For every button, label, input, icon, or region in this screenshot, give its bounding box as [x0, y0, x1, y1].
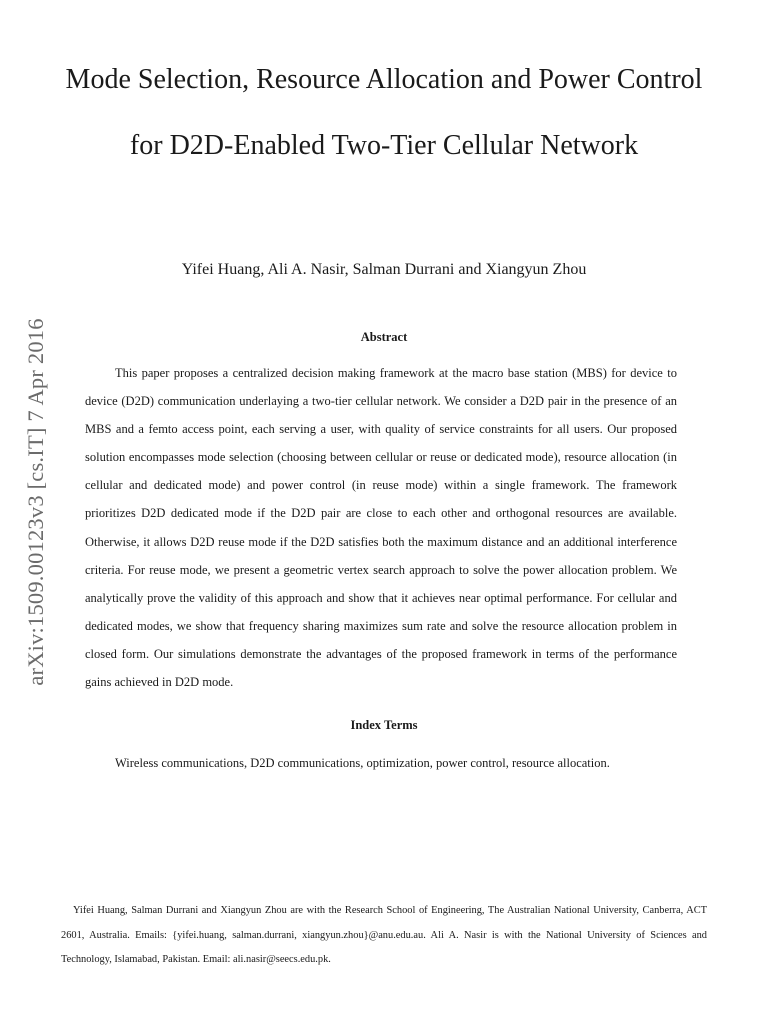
author-affiliation-footnote: Yifei Huang, Salman Durrani and Xiangyun Zhou are with the Research School of Engineering, The Australian National University, Canberra, ACT 2601, Australia. Emails: {yifei.huang, salman.durrani, xiangyun.zhou}@anu.edu.au. Ali A. Nasir is with the National University of Sciences and Technology, Islamabad, Pakistan. Email: ali.nasir@seecs.edu.pk.	[61, 905, 707, 965]
abstract-heading: Abstract	[360, 330, 408, 344]
index-terms-heading: Index Terms	[350, 718, 418, 732]
index-terms-text: Wireless communications, D2D communications, optimization, power control, resource allocation.	[115, 756, 610, 770]
arxiv-identifier: arXiv:1509.00123v3 [cs.IT] 7 Apr 2016	[23, 318, 48, 686]
paper-title: Mode Selection, Resource Allocation and Power Control for D2D-Enabled Two-Tier Cellular Network	[65, 64, 703, 161]
abstract-text: This paper proposes a centralized decision making framework at the macro base station (MBS) for device to device (D2D) communication underlaying a two-tier cellular network. We consider a D2D pair in the presence of an MBS and a femto access point, each serving a user, with quality of service constraints for all users. Our proposed solution encompasses mode selection (choosing between cellular or reuse or dedicated mode), resource allocation (in cellular and dedicated mode) and power control (in reuse mode) within a single framework. The framework prioritizes D2D dedicated mode if the D2D pair are close to each other and orthogonal resources are available. Otherwise, it allows D2D reuse mode if the D2D satisfies both the maximum distance and an additional interference criteria. For reuse mode, we present a geometric vertex search approach to solve the power allocation problem. We analytically prove the validity of this approach and show that it achieves near optimal performance. For cellular and dedicated modes, we show that frequency sharing maximizes sum rate and solve the resource allocation problem in closed form. Our simulations demonstrate the advantages of the proposed framework in terms of the performance gains achieved in D2D mode.	[85, 366, 677, 690]
author-list: Yifei Huang, Ali A. Nasir, Salman Durrani and Xiangyun Zhou	[181, 261, 587, 278]
